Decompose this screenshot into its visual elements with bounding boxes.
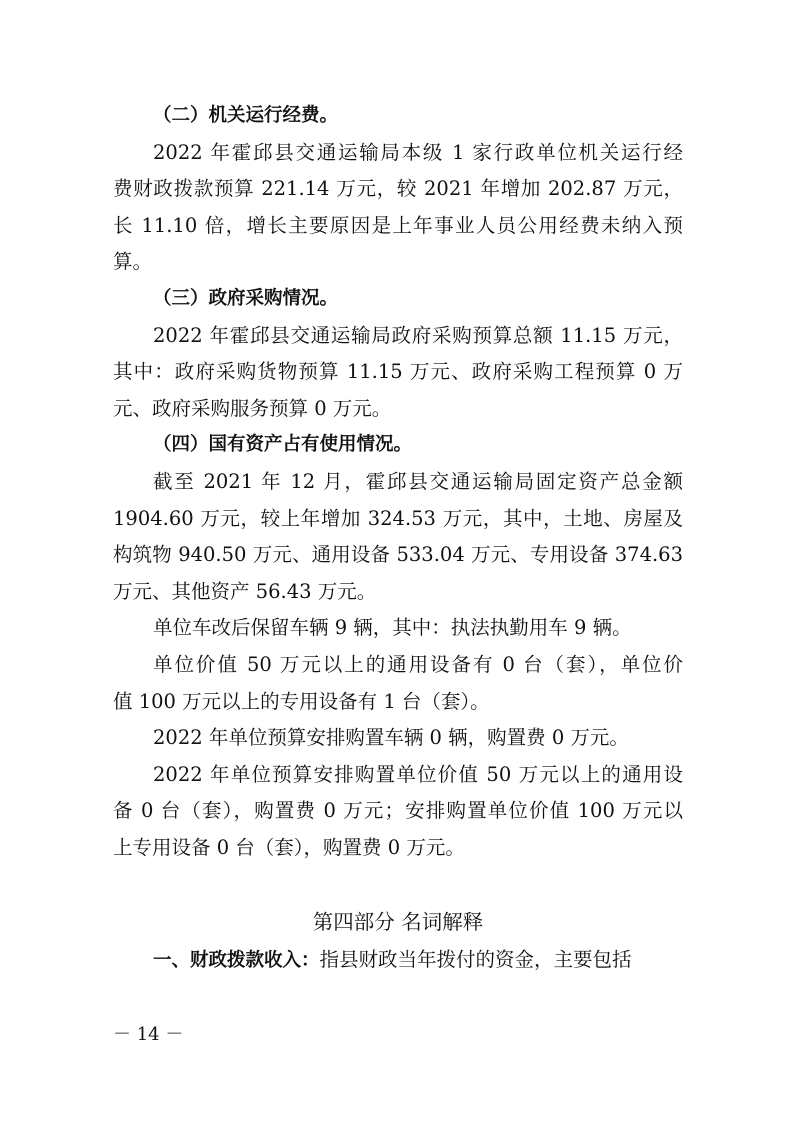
paragraph-line: 2022 年霍邱县交通运输局政府采购预算总额 11.15 万元， — [153, 323, 683, 347]
glossary-item-1 — [113, 942, 683, 979]
paragraph-line: 单位价值 50 万元以上的通用设备有 0 台（套），单位价 — [153, 652, 683, 676]
glossary-term: 一、财政拨款收入： — [153, 950, 320, 972]
part-title: 第四部分 名词解释 — [312, 910, 484, 935]
glossary-definition: 指县财政当年拨付的资金，主要包括 — [319, 948, 632, 972]
section-heading-state-assets: （四）国有资产占有使用情况。 — [153, 434, 413, 456]
paragraph-line: 2022 年单位预算安排购置车辆 0 辆，购置费 0 万元。 — [153, 726, 629, 750]
paragraph-line: 长 11.10 倍，增长主要原因是上年事业人员公用经费未纳入预 — [113, 213, 683, 237]
section-heading-operating-expenses: （二）机关运行经费。 — [153, 105, 339, 126]
paragraph-line: 截至 2021 年 12 月，霍邱县交通运输局固定资产总金额 — [153, 469, 683, 493]
paragraph-line: 单位车改后保留车辆 9 辆，其中：执法执勤用车 9 辆。 — [153, 616, 632, 640]
paragraph-line: 算。 — [113, 250, 153, 274]
paragraph-line: 备 0 台（套），购置费 0 万元；安排购置单位价值 100 万元以 — [113, 799, 683, 823]
paragraph-line: 2022 年霍邱县交通运输局本级 1 家行政单位机关运行经 — [153, 140, 683, 164]
paragraph-line: 元、政府采购服务预算 0 万元。 — [113, 396, 392, 420]
page-number: － 14 － — [113, 1024, 184, 1045]
paragraph-line: 值 100 万元以上的专用设备有 1 台（套）。 — [113, 689, 490, 713]
section-gap — [113, 866, 683, 902]
paragraph-line: 其中：政府采购货物预算 11.15 万元、政府采购工程预算 0 万 — [113, 360, 683, 384]
paragraph-line: 上专用设备 0 台（套），购置费 0 万元。 — [113, 835, 465, 859]
section-heading-procurement: （三）政府采购情况。 — [153, 287, 339, 309]
page-content — [113, 98, 683, 979]
paragraph-line: 2022 年单位预算安排购置单位价值 50 万元以上的通用设 — [153, 762, 683, 786]
paragraph-line: 1904.60 万元，较上年增加 324.53 万元，其中，土地、房屋及 — [113, 506, 683, 530]
paragraph-line: 费财政拨款预算 221.14 万元，较 2021 年增加 202.87 万元， — [113, 177, 683, 201]
paragraph-line: 构筑物 940.50 万元、通用设备 533.04 万元、专用设备 374.63 — [113, 543, 683, 567]
paragraph-line: 万元、其他资产 56.43 万元。 — [113, 579, 377, 603]
